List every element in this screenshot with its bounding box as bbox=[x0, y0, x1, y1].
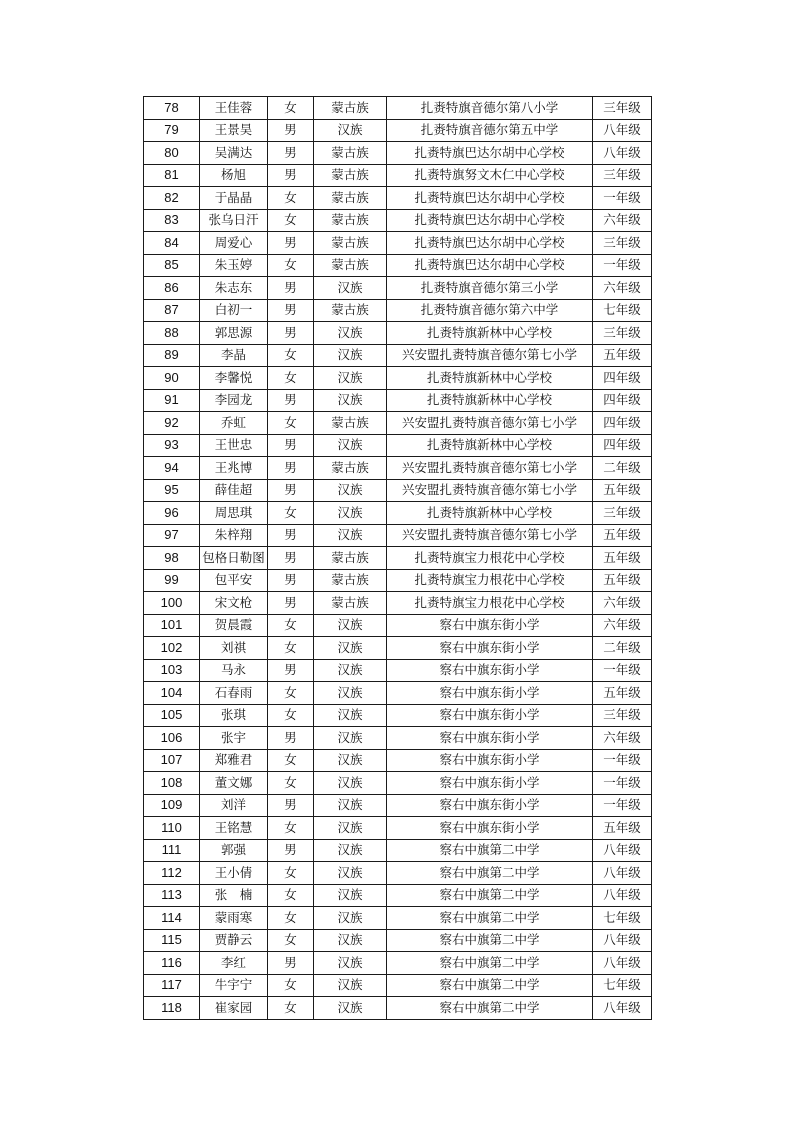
student-name: 崔家园 bbox=[200, 997, 268, 1020]
grade-cell: 五年级 bbox=[593, 682, 652, 705]
gender-cell: 男 bbox=[268, 457, 314, 480]
row-number: 88 bbox=[144, 322, 200, 345]
student-name: 薛佳超 bbox=[200, 479, 268, 502]
ethnicity-cell: 汉族 bbox=[314, 614, 387, 637]
student-name: 李红 bbox=[200, 952, 268, 975]
table-row bbox=[144, 434, 652, 457]
ethnicity-cell: 汉族 bbox=[314, 794, 387, 817]
ethnicity-cell: 蒙古族 bbox=[314, 142, 387, 165]
row-number: 117 bbox=[144, 974, 200, 997]
gender-cell: 男 bbox=[268, 547, 314, 570]
gender-cell: 女 bbox=[268, 502, 314, 525]
student-name: 王兆博 bbox=[200, 457, 268, 480]
row-number: 114 bbox=[144, 907, 200, 930]
student-name: 王铭慧 bbox=[200, 817, 268, 840]
ethnicity-cell: 汉族 bbox=[314, 277, 387, 300]
grade-cell: 四年级 bbox=[593, 367, 652, 390]
school-cell: 察右中旗东街小学 bbox=[387, 794, 593, 817]
row-number: 79 bbox=[144, 119, 200, 142]
student-name: 王小倩 bbox=[200, 862, 268, 885]
ethnicity-cell: 汉族 bbox=[314, 479, 387, 502]
student-name: 郭强 bbox=[200, 839, 268, 862]
table-row bbox=[144, 862, 652, 885]
school-cell: 扎赉特旗音德尔第六中学 bbox=[387, 299, 593, 322]
student-name: 刘洋 bbox=[200, 794, 268, 817]
school-cell: 扎赉特旗宝力根花中心学校 bbox=[387, 569, 593, 592]
row-number: 99 bbox=[144, 569, 200, 592]
grade-cell: 一年级 bbox=[593, 254, 652, 277]
row-number: 108 bbox=[144, 772, 200, 795]
row-number: 110 bbox=[144, 817, 200, 840]
grade-cell: 五年级 bbox=[593, 817, 652, 840]
school-cell: 察右中旗东街小学 bbox=[387, 772, 593, 795]
table-row bbox=[144, 322, 652, 345]
grade-cell: 六年级 bbox=[593, 614, 652, 637]
school-cell: 察右中旗东街小学 bbox=[387, 682, 593, 705]
ethnicity-cell: 汉族 bbox=[314, 659, 387, 682]
student-name: 马永 bbox=[200, 659, 268, 682]
gender-cell: 男 bbox=[268, 524, 314, 547]
grade-cell: 八年级 bbox=[593, 997, 652, 1020]
grade-cell: 四年级 bbox=[593, 412, 652, 435]
school-cell: 扎赉特旗新林中心学校 bbox=[387, 367, 593, 390]
ethnicity-cell: 汉族 bbox=[314, 862, 387, 885]
row-number: 109 bbox=[144, 794, 200, 817]
ethnicity-cell: 汉族 bbox=[314, 389, 387, 412]
ethnicity-cell: 蒙古族 bbox=[314, 547, 387, 570]
table-row bbox=[144, 749, 652, 772]
gender-cell: 男 bbox=[268, 794, 314, 817]
school-cell: 扎赉特旗宝力根花中心学校 bbox=[387, 592, 593, 615]
table-row bbox=[144, 997, 652, 1020]
table-row bbox=[144, 299, 652, 322]
grade-cell: 八年级 bbox=[593, 119, 652, 142]
student-name: 蒙雨寒 bbox=[200, 907, 268, 930]
school-cell: 兴安盟扎赉特旗音德尔第七小学 bbox=[387, 412, 593, 435]
row-number: 103 bbox=[144, 659, 200, 682]
table-row bbox=[144, 614, 652, 637]
school-cell: 扎赉特旗新林中心学校 bbox=[387, 502, 593, 525]
ethnicity-cell: 蒙古族 bbox=[314, 209, 387, 232]
row-number: 93 bbox=[144, 434, 200, 457]
grade-cell: 五年级 bbox=[593, 569, 652, 592]
school-cell: 察右中旗第二中学 bbox=[387, 907, 593, 930]
gender-cell: 女 bbox=[268, 367, 314, 390]
table-row bbox=[144, 187, 652, 210]
table-row bbox=[144, 839, 652, 862]
table-row bbox=[144, 704, 652, 727]
row-number: 113 bbox=[144, 884, 200, 907]
grade-cell: 四年级 bbox=[593, 434, 652, 457]
table-row bbox=[144, 164, 652, 187]
school-cell: 扎赉特旗宝力根花中心学校 bbox=[387, 547, 593, 570]
student-name: 牛宇宁 bbox=[200, 974, 268, 997]
ethnicity-cell: 汉族 bbox=[314, 119, 387, 142]
grade-cell: 七年级 bbox=[593, 907, 652, 930]
row-number: 85 bbox=[144, 254, 200, 277]
ethnicity-cell: 蒙古族 bbox=[314, 412, 387, 435]
table-row bbox=[144, 817, 652, 840]
table-row bbox=[144, 142, 652, 165]
row-number: 89 bbox=[144, 344, 200, 367]
school-cell: 扎赉特旗音德尔第三小学 bbox=[387, 277, 593, 300]
row-number: 82 bbox=[144, 187, 200, 210]
gender-cell: 女 bbox=[268, 997, 314, 1020]
gender-cell: 男 bbox=[268, 119, 314, 142]
school-cell: 察右中旗第二中学 bbox=[387, 862, 593, 885]
table-row bbox=[144, 524, 652, 547]
ethnicity-cell: 蒙古族 bbox=[314, 569, 387, 592]
ethnicity-cell: 汉族 bbox=[314, 344, 387, 367]
student-name: 宋文枪 bbox=[200, 592, 268, 615]
school-cell: 扎赉特旗音德尔第八小学 bbox=[387, 97, 593, 120]
gender-cell: 女 bbox=[268, 929, 314, 952]
row-number: 83 bbox=[144, 209, 200, 232]
gender-cell: 男 bbox=[268, 164, 314, 187]
student-name: 张宇 bbox=[200, 727, 268, 750]
student-name: 李园龙 bbox=[200, 389, 268, 412]
school-cell: 扎赉特旗巴达尔胡中心学校 bbox=[387, 254, 593, 277]
grade-cell: 三年级 bbox=[593, 232, 652, 255]
gender-cell: 男 bbox=[268, 389, 314, 412]
gender-cell: 男 bbox=[268, 727, 314, 750]
grade-cell: 五年级 bbox=[593, 479, 652, 502]
student-name: 张 楠 bbox=[200, 884, 268, 907]
student-name: 朱梓翔 bbox=[200, 524, 268, 547]
table-row bbox=[144, 119, 652, 142]
student-name: 王世忠 bbox=[200, 434, 268, 457]
gender-cell: 女 bbox=[268, 344, 314, 367]
gender-cell: 男 bbox=[268, 277, 314, 300]
grade-cell: 一年级 bbox=[593, 772, 652, 795]
gender-cell: 女 bbox=[268, 614, 314, 637]
gender-cell: 女 bbox=[268, 704, 314, 727]
table-row bbox=[144, 97, 652, 120]
grade-cell: 一年级 bbox=[593, 749, 652, 772]
grade-cell: 八年级 bbox=[593, 839, 652, 862]
gender-cell: 女 bbox=[268, 772, 314, 795]
grade-cell: 二年级 bbox=[593, 457, 652, 480]
ethnicity-cell: 汉族 bbox=[314, 997, 387, 1020]
row-number: 104 bbox=[144, 682, 200, 705]
gender-cell: 男 bbox=[268, 952, 314, 975]
student-name: 李晶 bbox=[200, 344, 268, 367]
table-row bbox=[144, 884, 652, 907]
student-name: 白初一 bbox=[200, 299, 268, 322]
student-name: 王景昊 bbox=[200, 119, 268, 142]
row-number: 87 bbox=[144, 299, 200, 322]
row-number: 102 bbox=[144, 637, 200, 660]
table-row bbox=[144, 502, 652, 525]
table-row bbox=[144, 929, 652, 952]
school-cell: 察右中旗第二中学 bbox=[387, 884, 593, 907]
ethnicity-cell: 汉族 bbox=[314, 952, 387, 975]
ethnicity-cell: 蒙古族 bbox=[314, 254, 387, 277]
ethnicity-cell: 汉族 bbox=[314, 772, 387, 795]
row-number: 118 bbox=[144, 997, 200, 1020]
gender-cell: 女 bbox=[268, 749, 314, 772]
ethnicity-cell: 汉族 bbox=[314, 907, 387, 930]
table-row bbox=[144, 254, 652, 277]
gender-cell: 女 bbox=[268, 974, 314, 997]
student-name: 包平安 bbox=[200, 569, 268, 592]
grade-cell: 八年级 bbox=[593, 952, 652, 975]
table-row bbox=[144, 682, 652, 705]
student-name: 于晶晶 bbox=[200, 187, 268, 210]
student-name: 张乌日汗 bbox=[200, 209, 268, 232]
ethnicity-cell: 汉族 bbox=[314, 727, 387, 750]
row-number: 81 bbox=[144, 164, 200, 187]
grade-cell: 二年级 bbox=[593, 637, 652, 660]
grade-cell: 一年级 bbox=[593, 187, 652, 210]
table-row bbox=[144, 344, 652, 367]
school-cell: 察右中旗东街小学 bbox=[387, 659, 593, 682]
student-name: 董文娜 bbox=[200, 772, 268, 795]
school-cell: 扎赉特旗努文木仁中心学校 bbox=[387, 164, 593, 187]
grade-cell: 五年级 bbox=[593, 524, 652, 547]
student-name: 王佳蓉 bbox=[200, 97, 268, 120]
student-name: 石春雨 bbox=[200, 682, 268, 705]
row-number: 106 bbox=[144, 727, 200, 750]
school-cell: 扎赉特旗巴达尔胡中心学校 bbox=[387, 209, 593, 232]
student-name: 朱玉婷 bbox=[200, 254, 268, 277]
ethnicity-cell: 汉族 bbox=[314, 929, 387, 952]
ethnicity-cell: 汉族 bbox=[314, 637, 387, 660]
roster-table-body bbox=[144, 97, 652, 1020]
ethnicity-cell: 蒙古族 bbox=[314, 97, 387, 120]
grade-cell: 七年级 bbox=[593, 299, 652, 322]
grade-cell: 六年级 bbox=[593, 209, 652, 232]
student-name: 周爱心 bbox=[200, 232, 268, 255]
gender-cell: 女 bbox=[268, 817, 314, 840]
ethnicity-cell: 汉族 bbox=[314, 974, 387, 997]
school-cell: 察右中旗第二中学 bbox=[387, 952, 593, 975]
row-number: 94 bbox=[144, 457, 200, 480]
school-cell: 察右中旗东街小学 bbox=[387, 817, 593, 840]
table-row bbox=[144, 637, 652, 660]
table-row bbox=[144, 592, 652, 615]
gender-cell: 男 bbox=[268, 322, 314, 345]
gender-cell: 女 bbox=[268, 97, 314, 120]
grade-cell: 六年级 bbox=[593, 592, 652, 615]
table-row bbox=[144, 659, 652, 682]
student-name: 郭思源 bbox=[200, 322, 268, 345]
gender-cell: 女 bbox=[268, 254, 314, 277]
row-number: 97 bbox=[144, 524, 200, 547]
gender-cell: 男 bbox=[268, 569, 314, 592]
student-name: 张琪 bbox=[200, 704, 268, 727]
gender-cell: 女 bbox=[268, 187, 314, 210]
row-number: 115 bbox=[144, 929, 200, 952]
school-cell: 察右中旗东街小学 bbox=[387, 637, 593, 660]
row-number: 116 bbox=[144, 952, 200, 975]
row-number: 101 bbox=[144, 614, 200, 637]
table-row bbox=[144, 569, 652, 592]
grade-cell: 五年级 bbox=[593, 547, 652, 570]
table-row bbox=[144, 209, 652, 232]
school-cell: 察右中旗第二中学 bbox=[387, 974, 593, 997]
table-row bbox=[144, 412, 652, 435]
grade-cell: 三年级 bbox=[593, 704, 652, 727]
gender-cell: 男 bbox=[268, 232, 314, 255]
grade-cell: 七年级 bbox=[593, 974, 652, 997]
table-row bbox=[144, 772, 652, 795]
grade-cell: 六年级 bbox=[593, 277, 652, 300]
ethnicity-cell: 汉族 bbox=[314, 502, 387, 525]
student-name: 吴满达 bbox=[200, 142, 268, 165]
ethnicity-cell: 汉族 bbox=[314, 704, 387, 727]
school-cell: 扎赉特旗音德尔第五中学 bbox=[387, 119, 593, 142]
ethnicity-cell: 蒙古族 bbox=[314, 232, 387, 255]
table-row bbox=[144, 389, 652, 412]
table-row bbox=[144, 794, 652, 817]
student-name: 刘祺 bbox=[200, 637, 268, 660]
student-name: 贾静云 bbox=[200, 929, 268, 952]
school-cell: 扎赉特旗新林中心学校 bbox=[387, 322, 593, 345]
student-name: 李馨悦 bbox=[200, 367, 268, 390]
school-cell: 兴安盟扎赉特旗音德尔第七小学 bbox=[387, 524, 593, 547]
grade-cell: 四年级 bbox=[593, 389, 652, 412]
ethnicity-cell: 汉族 bbox=[314, 367, 387, 390]
student-name: 乔虹 bbox=[200, 412, 268, 435]
gender-cell: 女 bbox=[268, 637, 314, 660]
row-number: 96 bbox=[144, 502, 200, 525]
table-row bbox=[144, 367, 652, 390]
school-cell: 扎赉特旗巴达尔胡中心学校 bbox=[387, 232, 593, 255]
grade-cell: 五年级 bbox=[593, 344, 652, 367]
school-cell: 兴安盟扎赉特旗音德尔第七小学 bbox=[387, 457, 593, 480]
row-number: 95 bbox=[144, 479, 200, 502]
table-row bbox=[144, 952, 652, 975]
gender-cell: 女 bbox=[268, 682, 314, 705]
gender-cell: 男 bbox=[268, 299, 314, 322]
grade-cell: 三年级 bbox=[593, 322, 652, 345]
ethnicity-cell: 汉族 bbox=[314, 884, 387, 907]
school-cell: 察右中旗东街小学 bbox=[387, 704, 593, 727]
table-row bbox=[144, 907, 652, 930]
row-number: 78 bbox=[144, 97, 200, 120]
table-row bbox=[144, 727, 652, 750]
table-row bbox=[144, 547, 652, 570]
grade-cell: 六年级 bbox=[593, 727, 652, 750]
ethnicity-cell: 蒙古族 bbox=[314, 592, 387, 615]
student-name: 朱志东 bbox=[200, 277, 268, 300]
school-cell: 察右中旗东街小学 bbox=[387, 749, 593, 772]
gender-cell: 女 bbox=[268, 412, 314, 435]
grade-cell: 八年级 bbox=[593, 884, 652, 907]
ethnicity-cell: 蒙古族 bbox=[314, 164, 387, 187]
student-name: 杨旭 bbox=[200, 164, 268, 187]
student-name: 包格日勒图 bbox=[200, 547, 268, 570]
school-cell: 扎赉特旗巴达尔胡中心学校 bbox=[387, 142, 593, 165]
row-number: 80 bbox=[144, 142, 200, 165]
ethnicity-cell: 汉族 bbox=[314, 682, 387, 705]
ethnicity-cell: 汉族 bbox=[314, 322, 387, 345]
gender-cell: 女 bbox=[268, 907, 314, 930]
table-row bbox=[144, 232, 652, 255]
row-number: 111 bbox=[144, 839, 200, 862]
roster-table bbox=[143, 96, 652, 1020]
school-cell: 扎赉特旗巴达尔胡中心学校 bbox=[387, 187, 593, 210]
gender-cell: 男 bbox=[268, 659, 314, 682]
grade-cell: 三年级 bbox=[593, 97, 652, 120]
grade-cell: 一年级 bbox=[593, 794, 652, 817]
student-name: 郑雅君 bbox=[200, 749, 268, 772]
table-row bbox=[144, 479, 652, 502]
gender-cell: 男 bbox=[268, 434, 314, 457]
ethnicity-cell: 汉族 bbox=[314, 434, 387, 457]
school-cell: 察右中旗第二中学 bbox=[387, 997, 593, 1020]
student-name: 贺晨霞 bbox=[200, 614, 268, 637]
grade-cell: 八年级 bbox=[593, 929, 652, 952]
row-number: 107 bbox=[144, 749, 200, 772]
school-cell: 扎赉特旗新林中心学校 bbox=[387, 434, 593, 457]
gender-cell: 女 bbox=[268, 209, 314, 232]
gender-cell: 女 bbox=[268, 862, 314, 885]
gender-cell: 女 bbox=[268, 884, 314, 907]
gender-cell: 男 bbox=[268, 592, 314, 615]
grade-cell: 三年级 bbox=[593, 502, 652, 525]
school-cell: 察右中旗东街小学 bbox=[387, 614, 593, 637]
table-row bbox=[144, 974, 652, 997]
ethnicity-cell: 蒙古族 bbox=[314, 457, 387, 480]
gender-cell: 男 bbox=[268, 479, 314, 502]
gender-cell: 男 bbox=[268, 142, 314, 165]
row-number: 112 bbox=[144, 862, 200, 885]
ethnicity-cell: 汉族 bbox=[314, 749, 387, 772]
row-number: 90 bbox=[144, 367, 200, 390]
row-number: 91 bbox=[144, 389, 200, 412]
ethnicity-cell: 汉族 bbox=[314, 817, 387, 840]
school-cell: 扎赉特旗新林中心学校 bbox=[387, 389, 593, 412]
ethnicity-cell: 汉族 bbox=[314, 839, 387, 862]
school-cell: 兴安盟扎赉特旗音德尔第七小学 bbox=[387, 479, 593, 502]
table-row bbox=[144, 457, 652, 480]
ethnicity-cell: 汉族 bbox=[314, 524, 387, 547]
grade-cell: 八年级 bbox=[593, 862, 652, 885]
school-cell: 察右中旗第二中学 bbox=[387, 839, 593, 862]
school-cell: 察右中旗东街小学 bbox=[387, 727, 593, 750]
row-number: 98 bbox=[144, 547, 200, 570]
school-cell: 察右中旗第二中学 bbox=[387, 929, 593, 952]
ethnicity-cell: 蒙古族 bbox=[314, 187, 387, 210]
grade-cell: 一年级 bbox=[593, 659, 652, 682]
row-number: 92 bbox=[144, 412, 200, 435]
gender-cell: 男 bbox=[268, 839, 314, 862]
row-number: 84 bbox=[144, 232, 200, 255]
row-number: 105 bbox=[144, 704, 200, 727]
student-name: 周思琪 bbox=[200, 502, 268, 525]
row-number: 100 bbox=[144, 592, 200, 615]
ethnicity-cell: 蒙古族 bbox=[314, 299, 387, 322]
row-number: 86 bbox=[144, 277, 200, 300]
grade-cell: 三年级 bbox=[593, 164, 652, 187]
grade-cell: 八年级 bbox=[593, 142, 652, 165]
table-row bbox=[144, 277, 652, 300]
school-cell: 兴安盟扎赉特旗音德尔第七小学 bbox=[387, 344, 593, 367]
